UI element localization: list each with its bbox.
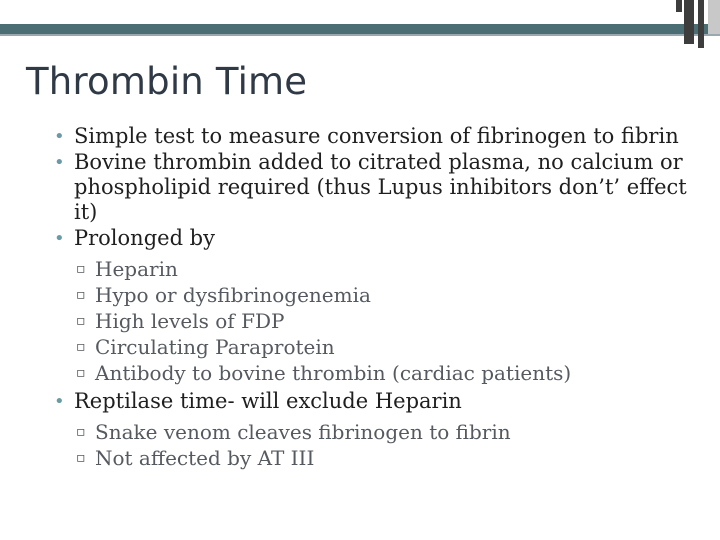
sub-bullet-item	[54, 419, 694, 445]
bullet-text: Reptilase time- will exclude Heparin	[74, 389, 462, 413]
header-line	[0, 34, 720, 36]
bullet-item	[54, 124, 694, 149]
sub-bullet-item	[54, 282, 694, 308]
bullet-text: Bovine thrombin added to citrated plasma, no calcium or phospholipid required (thus Lupus inhibitors don’t’ effect it)	[74, 150, 687, 224]
sub-bullet-text: High levels of FDP	[95, 309, 285, 333]
bullet-icon: •	[54, 152, 65, 173]
bullet-text: Simple test to measure conversion of fibrinogen to fibrin	[74, 124, 679, 148]
sub-bullet-icon: ▫	[76, 365, 86, 381]
sub-bullet-item	[54, 256, 694, 282]
sub-bullet-item	[54, 308, 694, 334]
sub-bullet-text: Snake venom cleaves fibrinogen to fibrin	[95, 420, 511, 444]
sub-bullet-list	[54, 256, 694, 386]
sub-bullet-icon: ▫	[76, 424, 86, 440]
slide-title: Thrombin Time	[26, 60, 308, 103]
bullet-text: Prolonged by	[74, 226, 215, 250]
sub-bullet-text: Circulating Paraprotein	[95, 335, 335, 359]
bullet-icon: •	[54, 391, 65, 412]
header-band	[0, 24, 720, 34]
sub-bullet-text: Not affected by AT III	[95, 446, 315, 470]
bullet-icon: •	[54, 126, 65, 147]
bullet-item	[54, 150, 694, 225]
sub-bullet-item	[54, 360, 694, 386]
corner-decoration	[676, 0, 720, 48]
sub-bullet-list	[54, 419, 694, 471]
sub-bullet-icon: ▫	[76, 450, 86, 466]
sub-bullet-text: Antibody to bovine thrombin (cardiac patients)	[95, 361, 572, 385]
sub-bullet-icon: ▫	[76, 339, 86, 355]
sub-bullet-icon: ▫	[76, 287, 86, 303]
sub-bullet-item	[54, 445, 694, 471]
sub-bullet-icon: ▫	[76, 261, 86, 277]
bullet-item	[54, 389, 694, 414]
bullet-icon: •	[54, 228, 65, 249]
sub-bullet-item	[54, 334, 694, 360]
sub-bullet-text: Heparin	[95, 257, 178, 281]
sub-bullet-text: Hypo or dysfibrinogenemia	[95, 283, 371, 307]
bullet-item	[54, 226, 694, 251]
sub-bullet-icon: ▫	[76, 313, 86, 329]
slide-body	[54, 124, 694, 474]
